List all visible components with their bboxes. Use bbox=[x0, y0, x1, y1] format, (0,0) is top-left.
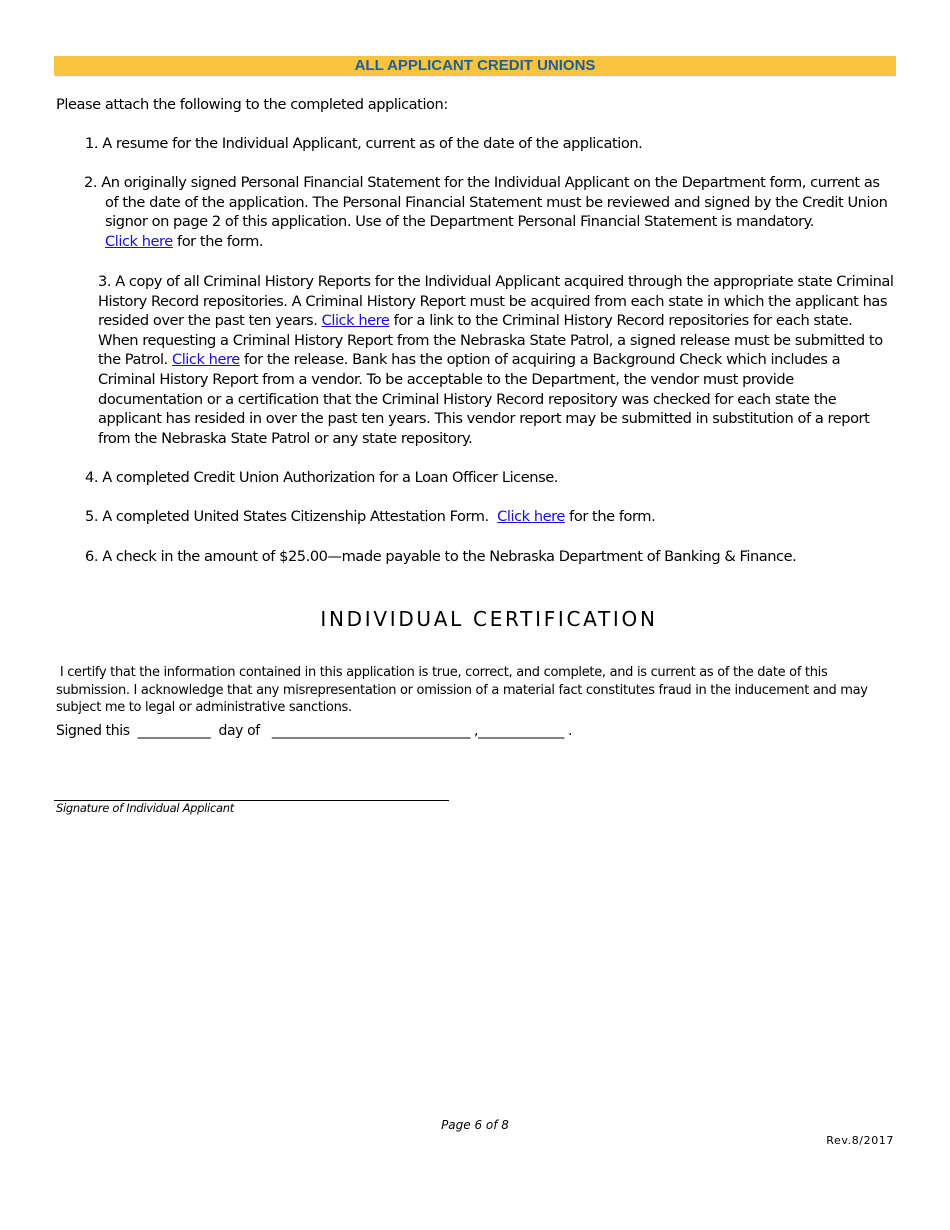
day-blank[interactable]: ___________ bbox=[137, 723, 211, 739]
list-item-5-after: for the form. bbox=[569, 508, 656, 525]
citizenship-form-link[interactable]: Click here bbox=[497, 508, 565, 525]
list-item-6: 6. A check in the amount of $25.00—made payable to the Nebraska Department of Banking & Finance. bbox=[85, 548, 797, 565]
certification-text bbox=[56, 664, 896, 717]
page-number: Page 6 of 8 bbox=[441, 1118, 509, 1132]
list-item-3-part1: 3. A copy of all Criminal History Reports for the Individual Applicant acquired through the appropriate state Criminal History Record repositories. A Criminal History Report must be acquired from each state in which the applicant has resided over the past ten years. bbox=[98, 273, 894, 330]
day-of-label: day of bbox=[218, 723, 260, 739]
pfs-form-link[interactable]: Click here bbox=[105, 232, 173, 250]
list-item-2-text: 2. An originally signed Personal Financial Statement for the Individual Applicant on the Department form, current as of the date of the application. The Personal Financial Statement must be reviewed and signed by the Credit Union signor on page 2 of this application. Use of the Department Personal Financial Statement is mandatory. bbox=[84, 174, 888, 231]
list-item-3 bbox=[98, 272, 896, 448]
certification-title: INDIVIDUAL CERTIFICATION bbox=[320, 607, 658, 631]
list-item-3-part2: for a link to the Criminal History Record repositories for each state. When requesting a Criminal History Report from the Nebraska State Patrol, a signed release must be submitted to the Patrol. bbox=[98, 312, 883, 369]
section-header-title: ALL APPLICANT CREDIT UNIONS bbox=[354, 57, 596, 74]
month-blank[interactable]: ______________________________ bbox=[271, 723, 470, 739]
signature-label: Signature of Individual Applicant bbox=[56, 801, 234, 815]
intro-text: Please attach the following to the completed application: bbox=[56, 96, 448, 113]
certification-body: I certify that the information contained in this application is true, correct, and complete, and is current as of the date of this submission. I acknowledge that any misrepresentation or omission of a material fact constitutes fraud in the inducement and may subject me to legal or administrative sanctions. bbox=[56, 665, 868, 715]
comma: , bbox=[474, 723, 479, 739]
year-blank[interactable]: _____________ bbox=[478, 723, 564, 739]
list-item-5-text: 5. A completed United States Citizenship Attestation Form. bbox=[85, 508, 489, 525]
list-item-2-after: for the form. bbox=[177, 232, 264, 250]
list-item-1: 1. A resume for the Individual Applicant, current as of the date of the application. bbox=[85, 135, 643, 152]
list-item-2 bbox=[84, 173, 896, 251]
signed-line bbox=[56, 721, 572, 741]
list-item-5 bbox=[85, 507, 896, 527]
repositories-link[interactable]: Click here bbox=[321, 312, 390, 330]
section-header-bar bbox=[54, 56, 896, 76]
release-link[interactable]: Click here bbox=[171, 351, 240, 369]
list-item-3-part3: for the release. Bank has the option of acquiring a Background Check which includes a Criminal History Report from a vendor. To be acceptable to the Department, the vendor must provide documentation or a certification that the Criminal History Record repository was checked for each state the applicant has resided in over the past ten years. This vendor report may be submitted in substitution of a report from the Nebraska State Patrol or any state repository. bbox=[98, 351, 870, 447]
period: . bbox=[567, 723, 572, 739]
list-item-4: 4. A completed Credit Union Authorization for a Loan Officer License. bbox=[85, 469, 558, 486]
revision-label: Rev.8/2017 bbox=[826, 1134, 894, 1147]
signed-prefix: Signed this bbox=[56, 723, 130, 739]
